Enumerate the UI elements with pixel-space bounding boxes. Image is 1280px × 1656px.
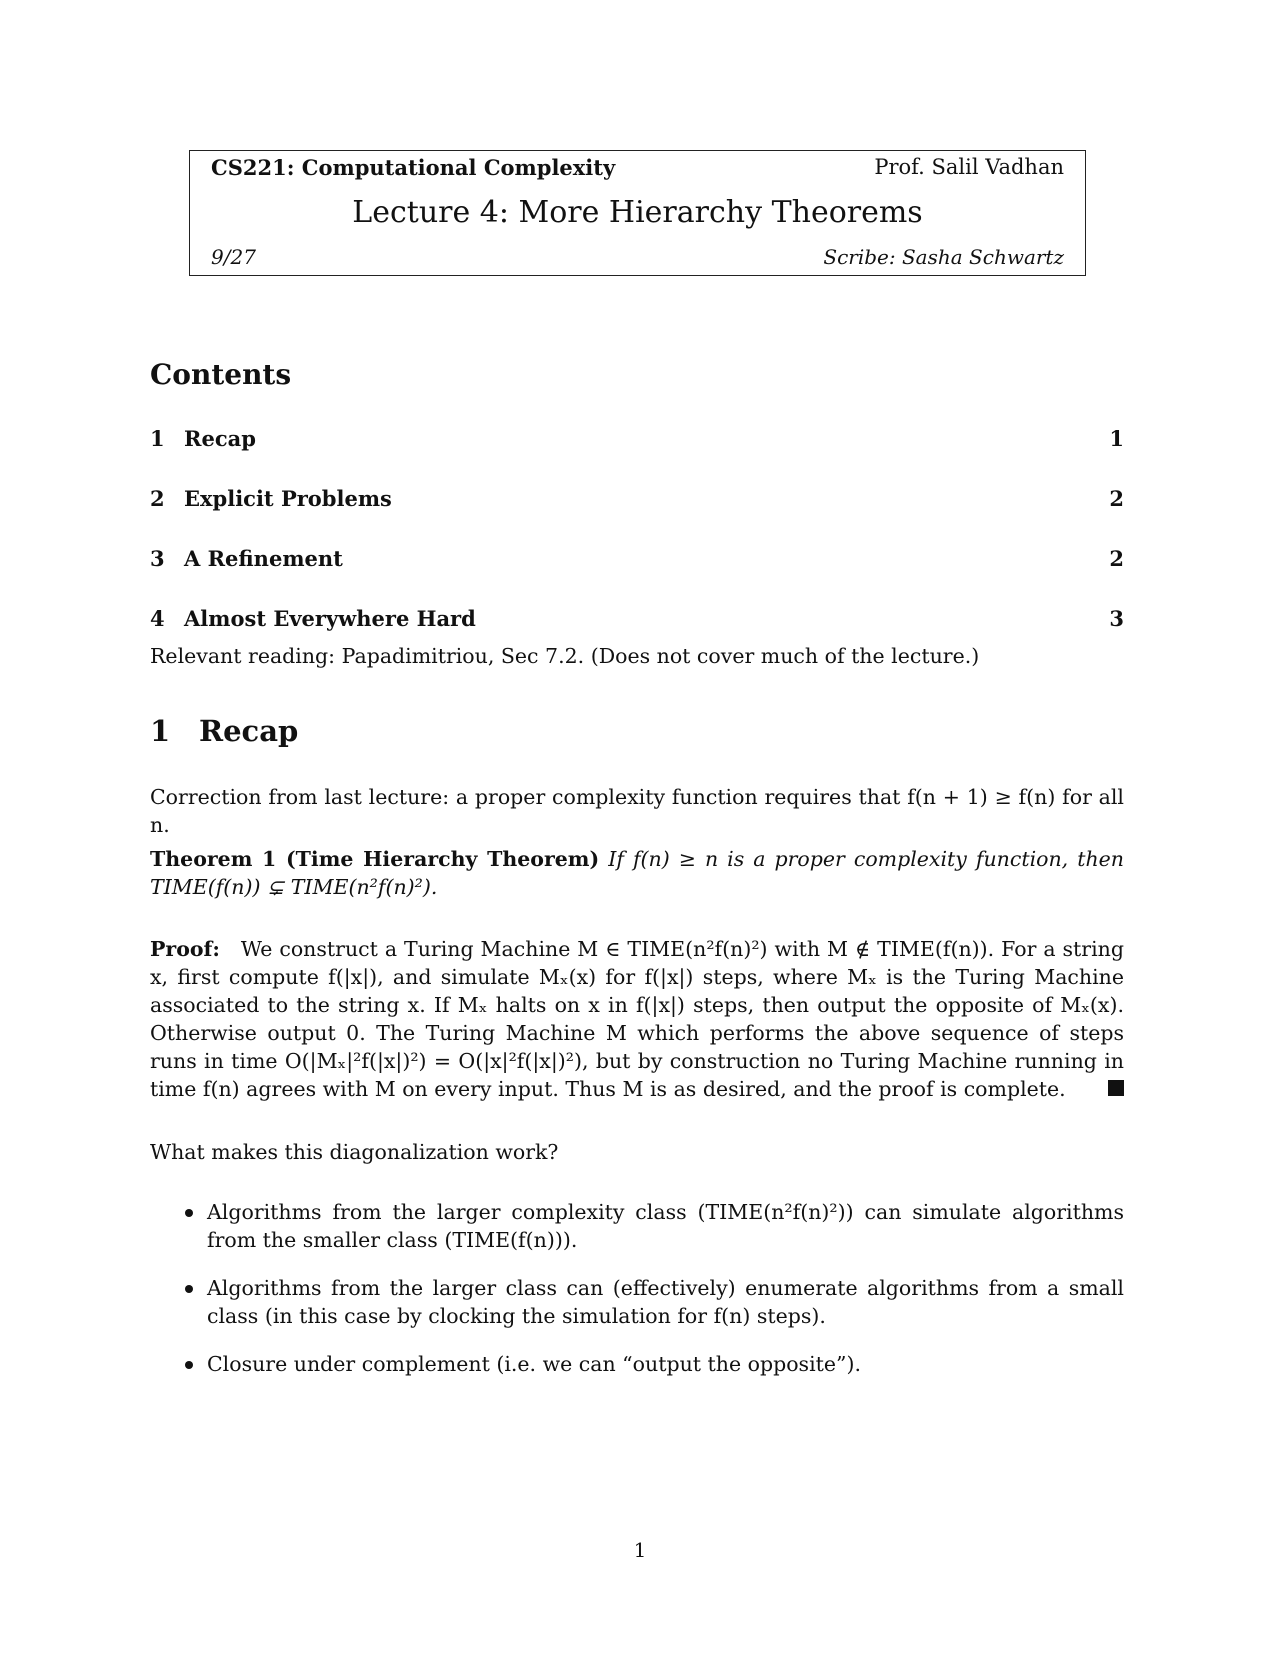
list-item: Closure under complement (i.e. we can “output the opposite”). [180, 1350, 1124, 1378]
diagonalization-question: What makes this diagonalization work? [150, 1140, 559, 1164]
proof-label: Proof: [150, 937, 220, 961]
list-item: Algorithms from the larger complexity class (TIME(n²f(n)²)) can simulate algorithms from the smaller class (TIME(f(n))). [180, 1198, 1124, 1254]
toc-entry-page: 1 [1109, 426, 1124, 451]
toc-entry-page: 2 [1109, 546, 1124, 571]
toc-entry-number: 4 [150, 606, 165, 631]
proof-block [150, 935, 1124, 1103]
course-name: CS221: Computational Complexity [211, 155, 616, 180]
toc-entry-page: 3 [1109, 606, 1124, 631]
page-number: 1 [633, 1538, 647, 1562]
toc-entry-label: Explicit Problems [184, 486, 392, 511]
toc-entry[interactable] [150, 426, 1124, 456]
toc-entry-label: Almost Everywhere Hard [184, 606, 476, 631]
toc-entry[interactable] [150, 546, 1124, 576]
section-title: Recap [199, 714, 299, 748]
proof-text: We construct a Turing Machine M ∈ TIME(n²f(n)²) with M ∉ TIME(f(n)). For a string x, first compute f(|x|), and simulate Mₓ(x) for f(|x|) steps, where Mₓ is the Turing Machine associated to the string x. If Mₓ halts on x in f(|x|) steps, then output the opposite of Mₓ(x). Otherwise output 0. The Turing Machine M which performs the above sequence of steps runs in time O(|Mₓ|²f(|x|)²) = O(|x|²f(|x|)²), but by construction no Turing Machine running in time f(n) agrees with M on every input. Thus M is as desired, and the proof is complete. [150, 937, 1124, 1101]
theorem-statement: If f(n) ≥ n is a proper complexity function, then TIME(f(n)) ⊊ TIME(n²f(n)²). [150, 847, 1124, 899]
toc-entry-page: 2 [1109, 486, 1124, 511]
lecture-title: Lecture 4: More Hierarchy Theorems [352, 195, 923, 230]
theorem-block [150, 845, 1124, 901]
lecture-header-box [189, 150, 1086, 276]
contents-heading: Contents [150, 358, 292, 391]
scribe-name: Scribe: Sasha Schwartz [823, 245, 1064, 269]
list-item: Algorithms from the larger class can (effectively) enumerate algorithms from a small class (in this case by clocking the simulation for f(n) steps). [180, 1274, 1124, 1330]
toc-entry-number: 1 [150, 426, 165, 451]
toc-entry-number: 3 [150, 546, 165, 571]
relevant-reading: Relevant reading: Papadimitriou, Sec 7.2. (Does not cover much of the lecture.) [150, 644, 980, 668]
section-heading [150, 714, 298, 748]
bullet-list [180, 1198, 1124, 1398]
toc-entry[interactable] [150, 606, 1124, 636]
section-number: 1 [150, 714, 171, 748]
toc-entry-label: A Refinement [184, 546, 343, 571]
toc-entry[interactable] [150, 486, 1124, 516]
toc-entry-number: 2 [150, 486, 165, 511]
toc-entry-label: Recap [184, 426, 256, 451]
theorem-label: Theorem 1 (Time Hierarchy Theorem) [150, 847, 600, 871]
lecture-date: 9/27 [211, 245, 256, 269]
professor-name: Prof. Salil Vadhan [874, 155, 1064, 179]
qed-square-icon [1108, 1080, 1124, 1096]
correction-paragraph: Correction from last lecture: a proper complexity function requires that f(n + 1) ≥ f(n) for all n. [150, 785, 1124, 837]
